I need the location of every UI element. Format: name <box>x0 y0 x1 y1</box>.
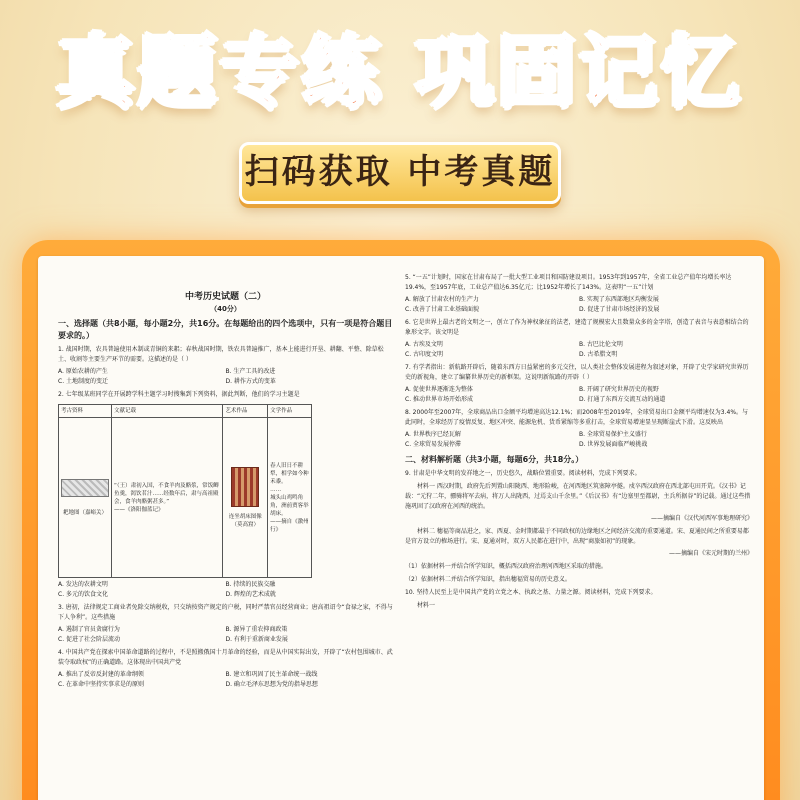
option: D. 打通了东西方交流互动的通道 <box>579 396 666 403</box>
option: C. 促进了社会阶层流动 <box>58 636 121 643</box>
question-4: 4. 中国共产党在探索中国革命道路的过程中，不是照搬俄国十月革命的经验，而是从中国实际出发，开辟了“农村包围城市、武装夺取政权”的正确道路。这体现出中国共产党 <box>58 649 393 666</box>
question-5-options <box>405 295 753 315</box>
question-1-options <box>58 367 393 387</box>
paper-score: （40分） <box>210 305 241 313</box>
option: A. 推出了反帝反封建的革命纲领 <box>58 671 144 678</box>
option: D. 确立毛泽东思想为党的指导思想 <box>225 681 318 688</box>
option: D. 世界发展面临严峻挑战 <box>579 441 648 448</box>
question-10: 10. 坚持人民至上是中国共产党的立党之本、执政之基、力量之源。阅读材料，完成下列要求。 <box>405 589 657 596</box>
option: A. 古埃及文明 <box>405 341 443 348</box>
option: A. 世界秩序已经瓦解 <box>405 431 461 438</box>
image-caption: 连坐胡床图像（莫高窟） <box>228 513 262 528</box>
material-2: 材料二 穗福等商品进之，家、西夏、金时期都最于不同政权的边缘地区之间经济交流的重要通道。宋、夏通民间之所重要易都是官方设立的榷场进行。宋、夏通对时，双方人民都在进行中，出现“商旅如初”的现象。 <box>405 528 749 545</box>
table-cell-text: “（王）肃初入国，不食羊肉及酪浆，常饭鲫鱼羹，渴饮茗汁……经数年后，肃与高祖殿会，食羊肉酪粥甚多。” ——《洛阳伽蓝记》 <box>112 418 223 578</box>
question-9-part-2: （2）依据材料二并结合所学知识，指出穗福贸易的历史意义。 <box>405 576 571 583</box>
material-1: 材料一 西汉时期，政府先后列置山阳陇西、地形险峻，在河西地区筑塞障亭燧。戍卒西汉政府在西北部屯田开荒。《汉书》记载：“元狩二年，骠骑将军去病，将万人出陇西，过焉支山千余里。”《后汉书》有“边塞里至都尉，主兵所据谷”的记载。通过这些措施巩固了汉政府在河西的统治。 <box>405 483 751 510</box>
headline-banner: 真题专练 巩固记忆 <box>56 28 744 118</box>
question-1: 1. 战国时期，农具普遍使用木制或青铜的来耜；春秋战国时期，铁农具普遍推广，基本上能进行开垦、耕翻、平整、除草松土、收割等主要生产环节的需要。这描述的是（ ） <box>58 346 384 363</box>
table-header: 考古资料 <box>59 405 112 418</box>
question-2-options <box>58 580 393 600</box>
table-cell-text: 春人旧日不耕犁，相学如今种禾黍。 …… 城头山鸡鸣角角，洲前贾客举胡床。 ——摘自《漵州行》 <box>268 418 312 578</box>
question-6-options <box>405 340 753 360</box>
material-1-source: ——摘编自《汉代河西军事地理研究》 <box>650 515 753 522</box>
question-8: 8. 2000年至2007年，全球商品出口金额平均增速高达12.1%；而2008年至2019年，全球贸易出口金额平均增速仅为3.4%。与此同时，全球经历了疫情反复、地区冲突、能源危机、货币紧缩等多重打击，全球贸易增速显呈现断崖式下滑。这反映出 <box>405 409 749 426</box>
option: B. 持续的民族交融 <box>225 581 276 588</box>
option: B. 源异了重农抑商政策 <box>225 626 288 633</box>
question-9-part-1: （1）依据材料一并结合所学知识，概括西汉政府治理河西地区采取的措施。 <box>405 563 607 570</box>
option: A. 遏制了官员贪腐行为 <box>58 626 120 633</box>
option: A. 促使世界逐渐连为整体 <box>405 386 473 393</box>
option: B. 开阔了研究世界历史的视野 <box>579 386 659 393</box>
option: C. 推动世界市场开始形成 <box>405 396 474 403</box>
option: D. 古希腊文明 <box>579 351 618 358</box>
mural-image <box>61 479 109 497</box>
paper-title: 中考历史试题（二） <box>184 292 266 302</box>
option: A. 解放了甘肃农村的生产力 <box>405 296 479 303</box>
table-header: 艺术作品 <box>223 405 268 418</box>
question-6: 6. 它是世界上最古老的文明之一，创立了作为神权象征的法老，建造了规模宏大且数量众多的金字塔，创造了表音与表意相结合的象形文字。该文明是 <box>405 319 749 336</box>
table-cell <box>223 418 268 578</box>
material-2-source: ——摘编自《宋元时期的兰州》 <box>668 550 753 557</box>
option: C. 全球贸易发展停滞 <box>405 441 462 448</box>
option: D. 促进了甘肃市场经济的发展 <box>579 306 660 313</box>
question-3-options <box>58 625 393 645</box>
question-8-options <box>405 430 753 450</box>
section-heading-material: 二、材料解析题（共3小题，每题6分，共18分。） <box>405 455 584 464</box>
option: B. 建立和巩固了民主革命统一战线 <box>225 671 318 678</box>
question-4-options <box>58 670 393 690</box>
question-9: 9. 甘肃是中华文明的发祥地之一，历史悠久，战略位置重要。阅读材料，完成下列要求。 <box>405 470 641 477</box>
option: B. 生产工具的改进 <box>225 368 276 375</box>
painting-image <box>231 467 259 507</box>
material-label: 材料一 <box>417 602 436 609</box>
source-table <box>58 404 312 578</box>
question-2: 2. 七年级某班同学在开展跨学科主题学习时搜集到下列资料，据此判断，他们的学习主题是 <box>58 391 300 398</box>
option: C. 古印度文明 <box>405 351 444 358</box>
option: D. 辉煌的艺术成就 <box>225 591 276 598</box>
scan-qr-button[interactable]: 扫码获取 中考真题 <box>239 142 561 204</box>
image-caption: 耙地图（嘉峪关） <box>62 509 107 516</box>
question-3: 3. 唐初，法律规定工商业者免除交纳税收，只交纳按资产规定的户税，同时严禁官员经营商业；唐高祖诏令“食禄之家，不得与下人争利”。这些措施 <box>58 604 393 621</box>
option: C. 多元的饮食文化 <box>58 591 109 598</box>
table-header: 文献记载 <box>112 405 223 418</box>
option: C. 土地制度的变迁 <box>58 378 109 385</box>
option: B. 古巴比伦文明 <box>579 341 623 348</box>
option: A. 发达的农耕文明 <box>58 581 108 588</box>
question-7-options <box>405 385 753 405</box>
table-header: 文学作品 <box>268 405 312 418</box>
option: D. 有利于重新商业发展 <box>225 636 288 643</box>
paper-left-column <box>58 270 393 690</box>
paper-right-column <box>405 270 753 611</box>
question-5: 5. “一五”计划时，国家在甘肃布局了一批大型工业项目和国防建设项目。1953年到1957年，全省工业总产值年均增长率达19.4%，至1957年底，工业总产值达6.35亿元；比1952年增长了143%。这表明“一五”计划 <box>405 274 732 291</box>
option: C. 在革命中坚持实事求是的原则 <box>58 681 145 688</box>
option: A. 原始农耕的产生 <box>58 368 108 375</box>
section-heading-choice: 一、选择题（共8小题，每小题2分，共16分。在每题给出的四个选项中，只有一项是符合题目要求的。） <box>58 319 393 340</box>
option: C. 改善了甘肃工业基础面貌 <box>405 306 480 313</box>
option: B. 实现了东西部地区均衡发展 <box>579 296 659 303</box>
option: D. 耕作方式的变革 <box>225 378 276 385</box>
table-cell <box>59 418 112 578</box>
question-7: 7. 有学者指出：新航路开辟后，随着东西方日益紧密的多元交往，以人类社会整体发展进程为叙述对象，开辟了史学家研究世界历史的新视角，建立了编纂世界历史的新框架。这说明新航路的开辟（ ） <box>405 364 749 381</box>
option: B. 全球贸易保护主义盛行 <box>579 431 647 438</box>
